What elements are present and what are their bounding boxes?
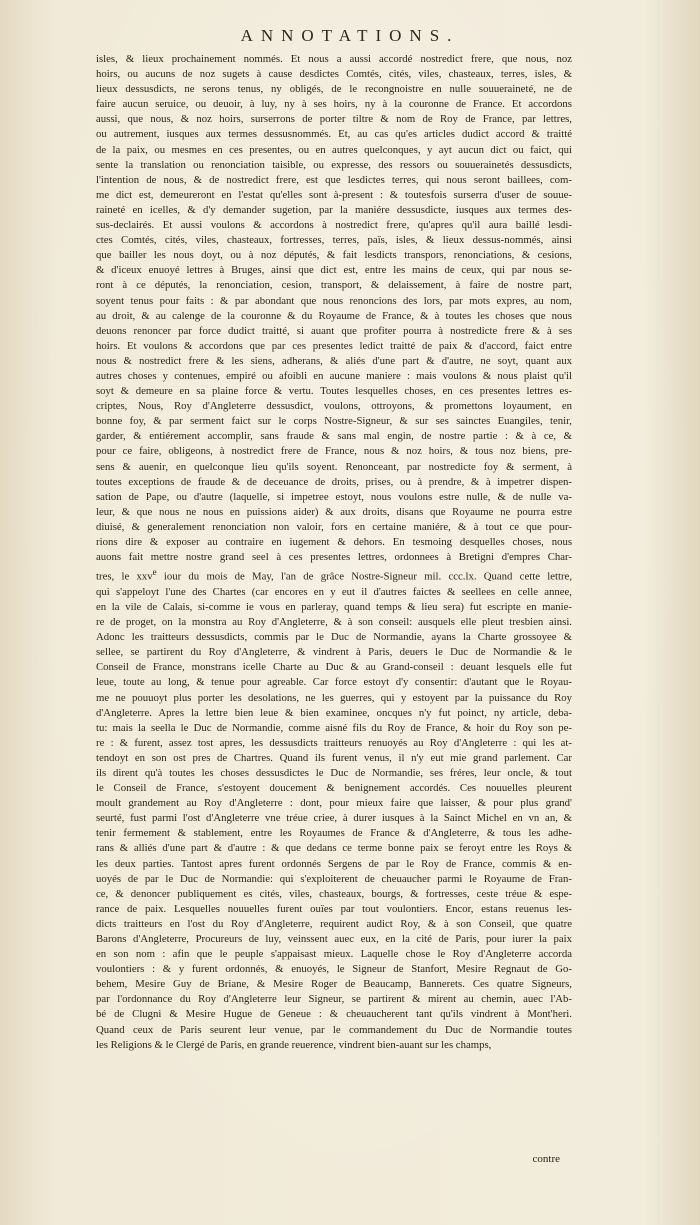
text-line: Barons d'Angleterre, Procureurs de luy, veinssent auec eux, en la cité de Paris, pour iurer la paix	[96, 933, 572, 946]
text-line: le Conseil de France, s'estoyent doucement & benignement accordés. Ces nouuelles pleurent	[96, 782, 572, 795]
catchword: contre	[532, 1153, 560, 1165]
text-line: seurté, fust parmi l'ost d'Angleterre vne tréue criee, à durer iusques à la Sainct Michel en vn an, &	[96, 812, 572, 825]
text-line: tu: mais la seella le Duc de Normandie, comme aisné fils du Roy de France, & hoir du Roy son pe-	[96, 721, 572, 734]
text-line: hoirs. Et voulons & accordons que par ces presentes ledict traitté de paix & d'accord, faict entre	[96, 339, 572, 352]
text-line: toutes exceptions de fraude & de deceuance de droits, prises, ou à prendre, & à impetrer dispen-	[96, 475, 572, 488]
text-line: en son nom : afin que le peuple s'appaisast mieux. Laquelle chose le Roy d'Angleterre accorda	[96, 948, 572, 961]
text-line: sellee, se partirent du Roy d'Angleterre, & vindrent à Paris, deuers le Duc de Normandie & le	[96, 646, 572, 659]
text-line: behem, Mesire Guy de Briane, & Mesire Roger de Beaucamp, Bannerets. Ces quatre Signeurs,	[96, 978, 572, 991]
text-line: de la paix, ou mesmes en ces presentes, ou en autres quelconques, y ayt aucun dict ou faict, qui	[96, 143, 572, 156]
text-line: moult grandement au Roy d'Angleterre : dont, pour mieux faire que laisser, & pour plus grand'	[96, 797, 572, 810]
text-line: Conseil de France, monstrans icelle Charte au Duc & au Grand-conseil : deuant lesquels elle fut	[96, 661, 572, 674]
text-line: ou autrement, iusques aux termes dessusnommés. Et, au cas qu'es articles dudict accord & traitté	[96, 128, 572, 141]
text-line: qui s'appeloyt l'une des Chartes (car encores en y eut il d'autres faictes & seellees en celle annee,	[96, 585, 572, 598]
text-line: me dict est, demeureront en l'estat qu'elles sont à-present : & toutesfois surserra d'user de souue-	[96, 188, 572, 201]
text-line: ce, & denoncer publiquement es cités, viles, chasteaux, bourgs, & fortresses, ceste tréue & espe-	[96, 887, 572, 900]
text-line: isles, & lieux prochainement nommés. Et nous a aussi accordé nostredict frere, que nous, noz	[96, 53, 572, 65]
text-line: re : & furent, assez tost apres, les dessusdicts traitteurs renuoyés au Roy d'Angleterre : qui les at-	[96, 736, 572, 749]
text-line: hoirs, ou aucuns de noz sugets à cause desdictes Comtés, cités, viles, chasteaux, terres, isles, &	[96, 68, 572, 81]
text-line: en la vile de Calais, si-comme ie vous en parleray, quand temps & lieu sera) fut escripte en manie-	[96, 600, 572, 613]
text-line: soyent tenus pour faits : & par abondant que nous renoncions des lors, par mots expres, au nom,	[96, 294, 572, 307]
text-line: raineté en icelles, & d'y demander sugetion, par la maniére dessusdicte, iusques aux termes des-	[96, 203, 572, 216]
text-line: sente la translation ou renonciation taisible, ou expresse, des ressors ou souuerainetés dessusdicts,	[96, 158, 572, 171]
text-line: rance de paix. Lesquelles nouuelles furent ouïes par tout voulontiers. Encor, estans reuenus les-	[96, 902, 572, 915]
text-line: Quand ceux de Paris seurent leur venue, par le commandement du Duc de Normandie toutes	[96, 1023, 572, 1036]
text-line: aussi, que nous, & noz hoirs, surserrons de porter tiltre & nom de Roy de France, par lettres,	[96, 113, 572, 126]
text-line: pour ce faire, obligeons, à nostredict frere de France, nous & noz hoirs, & tous noz biens, pre-	[96, 445, 572, 458]
text-line: lieux dessusdicts, ne serons tenus, ny obligés, de le recongnoistre en nulle souueraineté, ne de	[96, 83, 572, 96]
text-line: diuisé, & generalement renonciation non valoir, fors en certaine maniére, & à tout ce que pour-	[96, 520, 572, 533]
text-line: tendoyt en son ost pres de Chartres. Quand ils furent venus, il n'y eut mie grand parlement. Car	[96, 751, 572, 764]
text-line: les deux parties. Tantost apres furent ordonnés Sergens de par le Roy de France, commis & en-	[96, 857, 572, 870]
running-title: ANNOTATIONS.	[240, 26, 460, 45]
text-line: tenir fermement & stablement, entre les Royaumes de France & d'Angleterre, & tous les adhe-	[96, 827, 572, 840]
text-line: rans & alliés d'une part & d'autre : & que dedans ce terme bonne paix se feroyt entre les Roys &	[96, 842, 572, 855]
text-line: les Religions & le Clergé de Paris, en grande reuerence, vindrent bien-auant sur les champs,	[96, 1038, 492, 1051]
text-line: sus-declairés. Et aussi voulons & accordons à nostredict frere, qu'apres qu'il aura baillé lesdi-	[96, 219, 572, 232]
text-line: d'Angleterre. Apres la lettre bien leue & bien examinee, oncques n'y fut poinct, ny article, deba-	[96, 706, 572, 719]
text-line: garder, & entiérement accomplir, sans fraude & sans mal engin, de nostre partie : & à ce, &	[96, 430, 572, 443]
text-line: tres, le xxv$^e$ iour du mois de May, l'an de grâce Nostre-Signeur mil. ccc.lx. Quand cette lettre,	[96, 567, 573, 583]
text-line: que bailler les nous doyt, ou à noz députés, & fait lesdicts transpors, renonciations, & cesions,	[96, 249, 572, 262]
text-line: leue, toute au long, & tenue pour agreable. Car force estoyt d'y consentir: d'autant que le Royau-	[96, 676, 572, 689]
text-line: ront à ce députés, la renonciation, cesion, transport, & delaissement, à faire de nostre part,	[96, 279, 572, 292]
text-line: me ne pouuoyt plus porter les desolations, ne les guerres, qui y estoyent par la puissance du Roy	[96, 691, 572, 704]
text-line: rions dire & exposer au contraire en iugement & dehors. En tesmoing desquelles choses, nous	[96, 536, 572, 548]
text-line: ils dirent qu'à toutes les choses dessusdictes le Duc de Normandie, ses fréres, leur oncle, & tout	[96, 766, 572, 779]
text-line: leur, & que nous ne nous en puissions aider) & aux droits, disans que Royaume ne pourra estre	[96, 505, 572, 518]
text-line: par l'ordonnance du Roy d'Angleterre leur Signeur, se partirent & mirent au chemin, auec l'Ab-	[96, 993, 572, 1006]
text-line: faire aucun seruice, ou deuoir, à luy, ny à ses hoirs, ny à la couronne de France. Et accordons	[96, 98, 572, 111]
text-line: soyt & demeure en sa plaine force & vertu. Toutes lesquelles choses, en ces presentes lettres es-	[96, 385, 572, 398]
body-text	[96, 52, 572, 1053]
text-line: nous & nostredict frere & les siens, adherans, & aliés d'une part & d'autre, ne soyt, quant aux	[96, 354, 572, 367]
text-line: uoyés de par le Duc de Normandie: qui s'exploiterent de cheuaucher parmi le Royaume de Fran-	[96, 872, 572, 885]
text-line: voulontiers : & y furent ordonnés, & enuoyés, le Signeur de Stanfort, Mesire Regnaut de Go-	[96, 963, 572, 976]
text-line: au droit, & au calenge de la couronne & du Royaume de France, & à toutes les choses que nous	[96, 309, 572, 322]
text-line: sation de Pape, ou d'autre (laquelle, si impetree estoyt, nous voulons estre nulle, & de nulle va-	[96, 490, 572, 503]
text-line: bé de Clugni & Mesire Hugue de Geneue : & cheuaucherent tant qu'ils vindrent à Mont'heri.	[96, 1008, 572, 1021]
text-line: auons fait mettre nostre grand seel à ces presentes lettres, ordonnees à Bretigni d'empres Char-	[96, 551, 572, 564]
text-line: ctes Comtés, cités, viles, chasteaux, fortresses, terres, païs, isles, & lieux dessus-nommés, ainsi	[96, 234, 572, 247]
text-line: dicts traitteurs en l'ost du Roy d'Angleterre, requirent audict Roy, & à son Conseil, que quatre	[96, 917, 572, 930]
text-line: & d'iceux enuoyé lettres à Bruges, ainsi que dict est, entre les mains de ceux, qui par nous se-	[96, 264, 572, 277]
text-line: autres choses y contenues, empiré ou afoibli en aucune maniere : mais voulons & nous plaist qu'il	[96, 369, 572, 382]
text-line: criptes, Nous, Roy d'Angleterre dessusdict, voulons, ottroyons, & promettons loyaument, en	[96, 400, 572, 413]
text-line: deuons renoncer par force dudict traitté, si auant que profiter pourra à nostredicte frere & à ses	[96, 324, 572, 337]
text-line: bonne foy, & par serment faict sur le corps Nostre-Signeur, & sur ses sainctes Euangiles, tenir,	[96, 415, 572, 428]
text-line: Adonc les traitteurs dessusdicts, commis par le Duc de Normandie, ayans la Charte grossoyee &	[96, 631, 572, 644]
text-line: l'intention de nous, & de nostredict frere, est que lesdictes terres, qui nous seront baillees, com-	[96, 173, 572, 186]
text-line: sens & auenir, en quelconque lieu qu'ils soyent. Renonceant, par nostredicte foy & serment, à	[96, 460, 572, 473]
text-line: re de proget, on la monstra au Roy d'Angleterre, & à son conseil: ausquels elle pleut tresbien ainsi.	[96, 616, 572, 629]
